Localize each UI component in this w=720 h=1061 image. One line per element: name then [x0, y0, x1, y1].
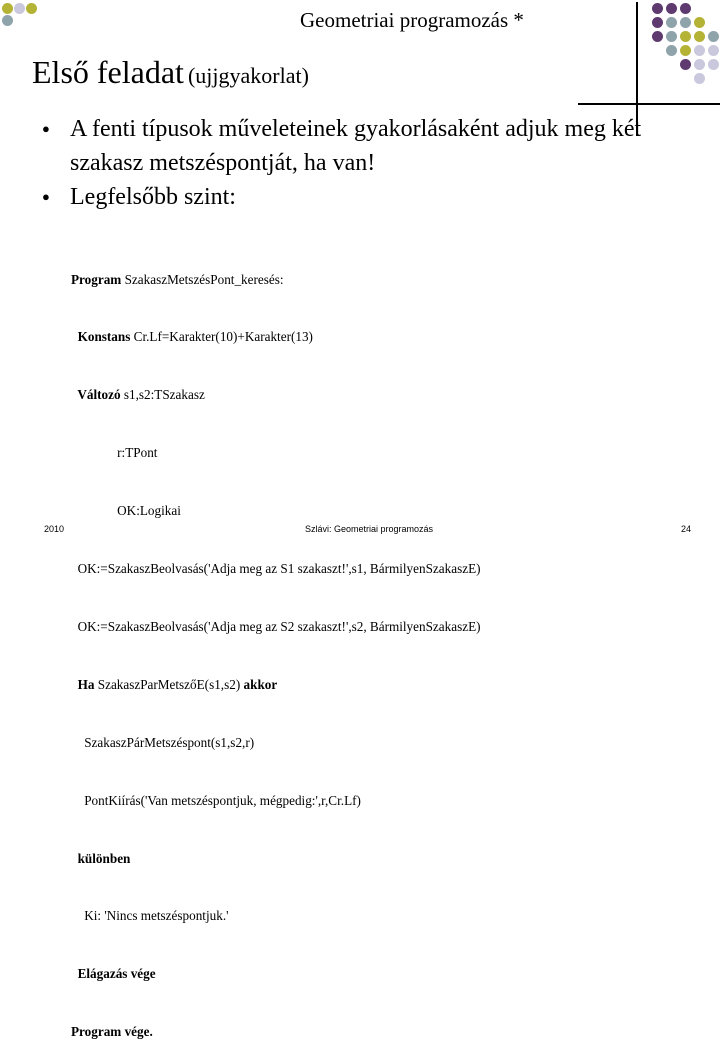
decor-dot: [708, 59, 719, 70]
code-line: Ki: 'Nincs metszéspontjuk.': [71, 908, 229, 924]
decor-dot: [680, 59, 691, 70]
code-line: Változó s1,s2:TSzakasz: [71, 387, 205, 403]
bullet-list: [42, 112, 642, 214]
decor-dot: [14, 3, 25, 14]
decor-dot: [652, 17, 663, 28]
footer-page-number: 24: [681, 524, 692, 534]
code-line: OK:=SzakaszBeolvasás('Adja meg az S1 szakaszt!',s1, BármilyenSzakaszE): [71, 561, 481, 577]
decor-dot: [694, 31, 705, 42]
decor-dot: [2, 15, 13, 26]
decor-dot: [26, 3, 37, 14]
slide-title-sub: (ujjgyakorlat): [187, 63, 309, 88]
code-line: Program SzakaszMetszésPont_keresés:: [71, 271, 284, 287]
code-line: különben: [71, 850, 131, 866]
decor-dot: [708, 45, 719, 56]
header-title: Geometriai programozás *: [300, 8, 524, 32]
footer-author: Szlávi: Geometriai programozás: [305, 524, 434, 534]
decor-dot: [708, 31, 719, 42]
bullet-icon: ●: [42, 189, 50, 204]
decor-dot: [680, 45, 691, 56]
code-line: SzakaszPárMetszéspont(s1,s2,r): [71, 734, 255, 750]
bullet-item: [42, 112, 642, 180]
decor-dot: [652, 31, 663, 42]
decor-dot: [652, 3, 663, 14]
decor-line-horizontal: [578, 103, 720, 105]
code-line: Elágazás vége: [71, 966, 156, 982]
code-line: Program vége.: [71, 1024, 153, 1040]
decor-dot: [680, 3, 691, 14]
bullet-text: A fenti típusok műveleteinek gyakorlásaként adjuk meg két szakasz metszéspontját, ha van!: [70, 116, 642, 176]
code-line: Konstans Cr.Lf=Karakter(10)+Karakter(13): [71, 329, 313, 345]
decor-dot: [680, 31, 691, 42]
bullet-text: Legfelsőbb szint:: [70, 184, 236, 210]
code-line: Ha SzakaszParMetszőE(s1,s2) akkor: [71, 676, 278, 692]
decor-dot: [694, 59, 705, 70]
code-line: r:TPont: [71, 445, 158, 461]
decor-dot: [666, 17, 677, 28]
decor-dot: [666, 45, 677, 56]
decor-dot: [2, 3, 13, 14]
code-line: OK:Logikai: [71, 503, 181, 519]
code-line: PontKiírás('Van metszéspontjuk, mégpedig:',r,Cr.Lf): [71, 792, 361, 808]
footer-year: 2010: [44, 524, 65, 534]
bullet-icon: ●: [42, 121, 50, 136]
slide-title: [32, 54, 309, 91]
decor-dot: [666, 3, 677, 14]
decor-dot: [694, 73, 705, 84]
decor-dot: [666, 31, 677, 42]
pseudocode-block: [71, 231, 481, 1061]
code-line: OK:=SzakaszBeolvasás('Adja meg az S2 szakaszt!',s2, BármilyenSzakaszE): [71, 618, 481, 634]
bullet-item: [42, 180, 642, 214]
slide-title-main: Első feladat: [32, 54, 184, 90]
decor-dot: [694, 45, 705, 56]
decor-dot: [680, 17, 691, 28]
decor-dot: [694, 17, 705, 28]
